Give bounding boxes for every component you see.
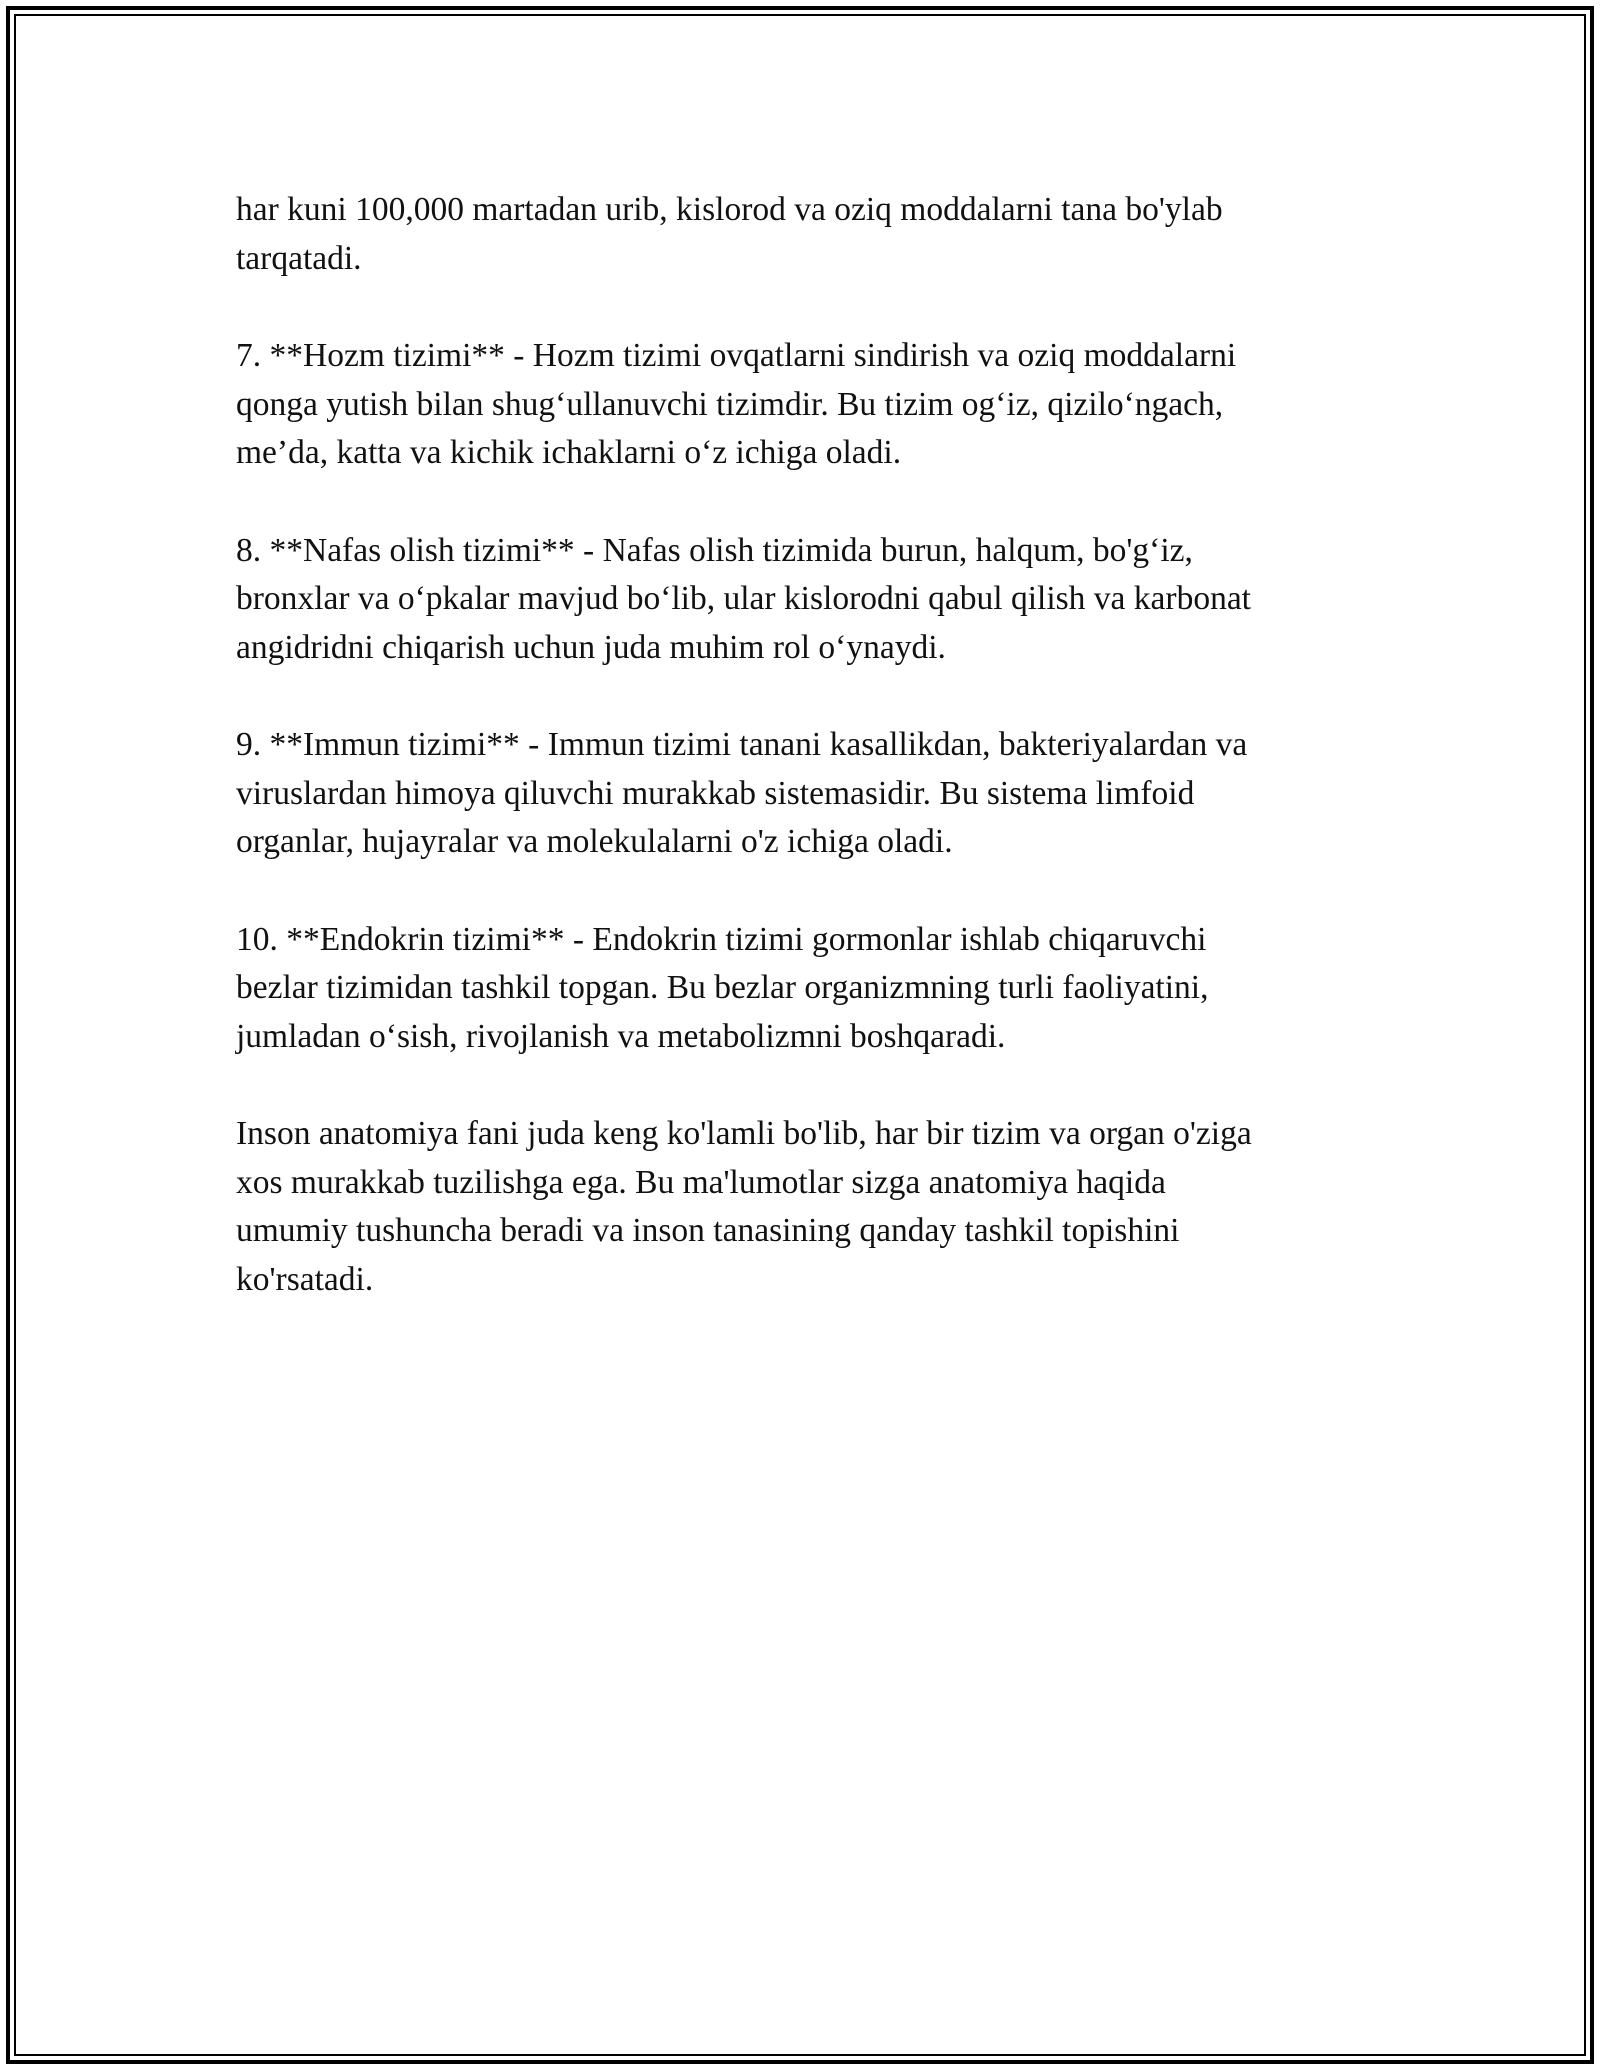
document-body	[236, 186, 1356, 1353]
paragraph-endocrine-system	[236, 916, 1356, 1062]
text-line: jumladan o‘sish, rivojlanish va metabolizmni boshqaradi.	[236, 1017, 1006, 1055]
text-line: bronxlar va o‘pkalar mavjud bo‘lib, ular kislorodni qabul qilish va karbonat	[236, 580, 1251, 617]
text-line: me’da, katta va kichik ichaklarni o‘z ichiga oladi.	[236, 434, 902, 471]
text-line: 8. **Nafas olish tizimi** - Nafas olish tizimida burun, halqum, bo'g‘iz,	[236, 531, 1193, 569]
text-line: angidridni chiqarish uchun juda muhim rol o‘ynaydi.	[236, 628, 946, 666]
text-line: tarqatadi.	[236, 239, 362, 277]
text-line: umumiy tushuncha beradi va inson tanasining qanday tashkil topishini	[236, 1212, 1180, 1249]
paragraph-respiratory-system	[236, 527, 1356, 673]
text-line: 9. **Immun tizimi** - Immun tizimi tanani kasallikdan, bakteriyalardan va	[236, 726, 1248, 763]
text-line: organlar, hujayralar va molekulalarni o'z ichiga oladi.	[236, 823, 953, 860]
text-line: viruslardan himoya qiluvchi murakkab sistemasidir. Bu sistema limfoid	[236, 774, 1195, 812]
text-line: bezlar tizimidan tashkil topgan. Bu bezlar organizmning turli faoliyatini,	[236, 969, 1209, 1006]
paragraph-conclusion	[236, 1110, 1356, 1304]
text-line: 7. **Hozm tizimi** - Hozm tizimi ovqatlarni sindirish va oziq moddalarni	[236, 337, 1237, 374]
paragraph-immune-system	[236, 721, 1356, 867]
text-line: har kuni 100,000 martadan urib, kislorod va oziq moddalarni tana bo'ylab	[236, 191, 1223, 228]
text-line: 10. **Endokrin tizimi** - Endokrin tizimi gormonlar ishlab chiqaruvchi	[236, 920, 1207, 958]
text-line: qonga yutish bilan shug‘ullanuvchi tizimdir. Bu tizim og‘iz, qizilo‘ngach,	[236, 385, 1224, 423]
paragraph-digestive-system	[236, 332, 1356, 478]
text-line: xos murakkab tuzilishga ega. Bu ma'lumotlar sizga anatomiya haqida	[236, 1163, 1166, 1201]
paragraph-heart-continuation	[236, 186, 1356, 283]
text-line: Inson anatomiya fani juda keng ko'lamli bo'lib, har bir tizim va organ o'ziga	[236, 1115, 1252, 1152]
text-line: ko'rsatadi.	[236, 1260, 374, 1298]
